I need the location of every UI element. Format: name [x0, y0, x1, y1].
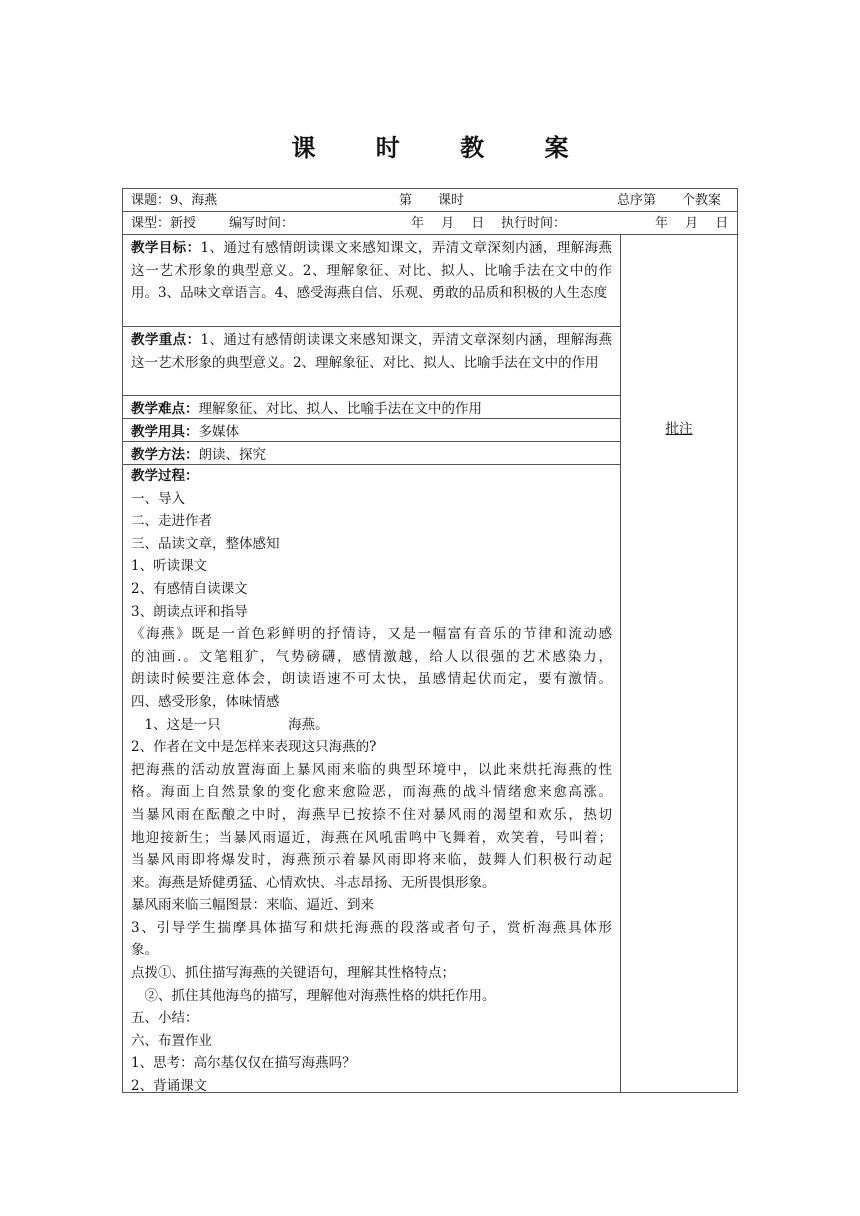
difficulties-text: 理解象征、对比、拟人、比喻手法在文中的作用 — [198, 401, 482, 417]
lesson-type-field: 课型：新授 — [131, 216, 197, 231]
key-points-block — [123, 327, 620, 396]
tools-text: 多媒体 — [198, 424, 239, 440]
process-line: 《海燕》既是一首色彩鲜明的抒情诗，又是一幅富有音乐的节律和流动感 — [131, 626, 612, 643]
process-label: 教学过程： — [131, 468, 199, 484]
process-line: 一、导入 — [131, 490, 185, 507]
execution-date: 年 月 日 — [655, 216, 729, 231]
methods-block — [123, 442, 620, 465]
objectives-block — [123, 235, 620, 327]
process-line: 六、布置作业 — [131, 1032, 212, 1049]
process-line: 地迎接新生；当暴风雨逼近，海燕在风吼雷鸣中飞舞着，欢笑着，号叫着； — [131, 829, 612, 846]
process-line: 四、感受形象，体味情感 — [131, 693, 280, 710]
process-line: 来。海燕是矫健勇猛、心情欢快、斗志昂扬、无所畏惧形象。 — [131, 874, 496, 891]
process-line: 三、品读文章，整体感知 — [131, 535, 280, 552]
process-line: 象。 — [131, 942, 158, 959]
topic-field: 课题：9、海燕 — [131, 193, 218, 208]
process-line: 暴风雨来临三幅图景：来临、逼近、到来 — [131, 897, 374, 914]
process-line: 1、这是一只 海燕。 — [131, 716, 329, 733]
process-line: 朗读时候要注意体会，朗读语速不可太快，虽感情起伏而定，要有激情。 — [131, 671, 612, 688]
key-points-text: 1、通过有感情朗读课文来感知课文，弄清文章深刻内涵，理解海燕这一艺术形象的典型意义。2、理解象征、对比、拟人、比喻手法在文中的作用 — [131, 332, 613, 371]
process-line: 1、思考：高尔基仅仅在描写海燕吗？ — [131, 1055, 356, 1072]
written-time-label: 编写时间： — [229, 216, 295, 231]
process-line: 2、有感情自读课文 — [131, 580, 248, 597]
page-title: 课 时 教 案 — [291, 133, 595, 162]
process-line: 的油画.。文笔粗犷，气势磅礴，感情激越，给人以很强的艺术感染力， — [131, 648, 612, 665]
process-line: ②、抓住其他海鸟的描写，理解他对海燕性格的烘托作用。 — [131, 987, 496, 1004]
process-line: 格。海面上自然景象的变化愈来愈险恶，而海燕的战斗情绪愈来愈高涨。 — [131, 784, 612, 801]
process-block — [123, 465, 620, 1098]
process-line: 1、听读课文 — [131, 558, 208, 575]
header-row-2 — [123, 212, 737, 235]
key-points-label: 教学重点： — [131, 332, 201, 348]
process-line: 点拨①、抓住描写海燕的关键语句，理解其性格特点； — [131, 965, 455, 982]
process-line: 把海燕的活动放置海面上暴风雨来临的典型环境中，以此来烘托海燕的性 — [131, 761, 612, 778]
content-column — [123, 235, 621, 1095]
process-line: 二、走进作者 — [131, 513, 212, 530]
written-date: 年 月 日 — [411, 216, 485, 231]
annotation-label: 批注 — [665, 421, 693, 437]
process-line: 2、作者在文中是怎样来表现这只海燕的? — [131, 739, 377, 756]
process-line: 当暴风雨在酝酿之中时，海燕早已按捺不住对暴风雨的渴望和欢乐，热切 — [131, 806, 612, 823]
process-line: 2、背诵课文 — [131, 1078, 208, 1095]
lesson-plan-table — [122, 188, 738, 1093]
difficulties-label: 教学难点： — [131, 401, 199, 417]
process-line: 3、引导学生揣摩具体描写和烘托海燕的段落或者句子，赏析海燕具体形 — [131, 919, 612, 936]
header-row-1 — [123, 189, 737, 212]
execution-time-label: 执行时间： — [501, 216, 567, 231]
process-line: 3、朗读点评和指导 — [131, 603, 248, 620]
objectives-label: 教学目标： — [131, 240, 201, 256]
difficulties-block — [123, 396, 620, 419]
process-line: 当暴风雨即将爆发时，海燕预示着暴风雨即将来临，鼓舞人们积极行动起 — [131, 852, 612, 869]
objectives-text: 1、通过有感情朗读课文来感知课文，弄清文章深刻内涵，理解海燕这一艺术形象的典型意义。2、理解象征、对比、拟人、比喻手法在文中的作用。3、品味文章语言。4、感受海燕自信、乐观、勇敢的品质和积极的人生态度 — [131, 240, 613, 301]
tools-label: 教学用具： — [131, 424, 199, 440]
process-line: 五、小结： — [131, 1010, 199, 1027]
methods-label: 教学方法： — [131, 447, 199, 463]
lesson-number-field: 第 课时 — [399, 193, 465, 208]
total-sequence-field: 总序第 个教案 — [617, 193, 722, 208]
methods-text: 朗读、探究 — [198, 447, 266, 463]
tools-block — [123, 419, 620, 442]
annotation-column — [621, 235, 737, 1092]
